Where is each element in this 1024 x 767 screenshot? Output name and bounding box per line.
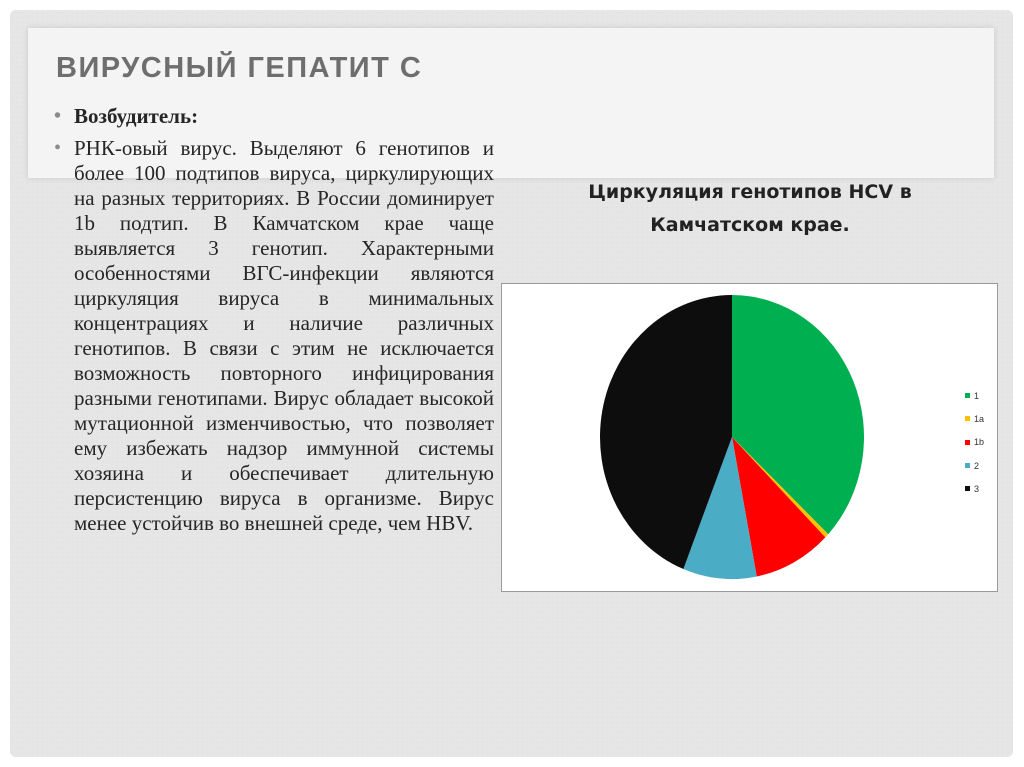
legend-label: 1a [974, 413, 985, 424]
bullet-item-pathogen [54, 104, 494, 129]
chart-legend [965, 384, 995, 500]
legend-label: 1b [974, 437, 985, 448]
legend-label: 3 [974, 483, 980, 494]
legend-label: 2 [974, 460, 980, 471]
legend-swatch [965, 393, 970, 398]
legend-item-1 [965, 384, 995, 407]
legend-item-3 [965, 477, 995, 500]
legend-item-1a [965, 407, 995, 430]
bullet-item-description [54, 136, 494, 536]
chart-area [501, 283, 998, 592]
legend-item-1b [965, 431, 995, 454]
bullet-text: РНК-овый вирус. Выделяют 6 генотипов и более 100 подтипов вируса, циркулирующих на разных территориях. В России доминирует 1b подтип. В Камчатском крае чаще выявляется 3 генотип. Характерными особенностями ВГС-инфекции являются циркуляция вируса в минимальных концентрациях и наличие различных генотипов. В связи с этим не исключается возможность повторного инфицирования разными генотипами. Вирус обладает высокой мутационной изменчивостью, что позволяет ему избежать надзор иммунной системы хозяина и обеспечивает длительную персистенцию вируса в организме. Вирус менее устойчив во внешней среде, чем HBV. [74, 136, 494, 535]
bullet-icon: • [54, 137, 62, 159]
bullet-icon: • [54, 105, 62, 127]
legend-swatch [965, 486, 970, 491]
bullet-text: Возбудитель: [74, 104, 199, 128]
bullet-list [54, 104, 494, 536]
pie-chart [502, 284, 997, 591]
legend-item-2 [965, 454, 995, 477]
legend-swatch [965, 416, 970, 421]
chart-title: Циркуляция генотипов HCV в Камчатском крае. [588, 181, 912, 236]
legend-swatch [965, 463, 970, 468]
slide-title: ВИРУСНЫЙ ГЕПАТИТ С [56, 52, 423, 84]
legend-swatch [965, 440, 970, 445]
legend-label: 1 [974, 390, 980, 401]
